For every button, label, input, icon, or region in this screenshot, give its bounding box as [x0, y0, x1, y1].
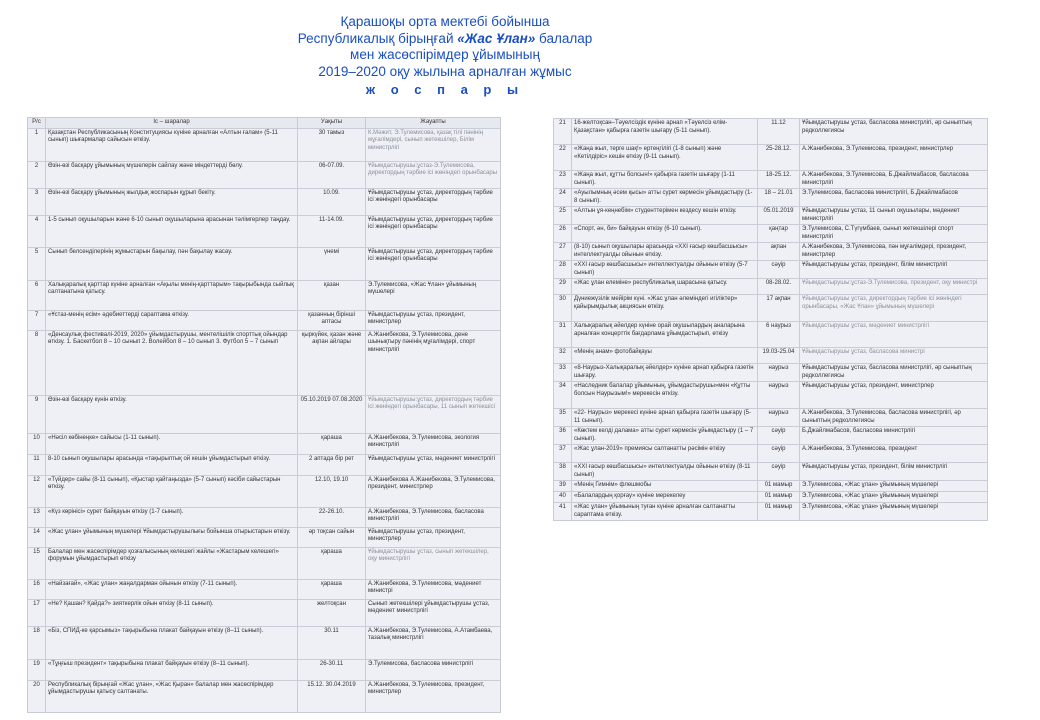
table-row [554, 295, 988, 322]
row-time: 15.12. 30.04.2019 [298, 680, 366, 712]
row-event: Өзін-өзі басқару ұйымының мүшелерін сайлау және міндеттерді бөлу. [46, 161, 298, 188]
title-line-2-end: балалар [535, 30, 593, 46]
row-responsible: Ұйымдастырушы ұстаз, сынып жетекшілер, оқу министрлігі [366, 547, 501, 579]
table-row [554, 492, 988, 503]
row-responsible: Ұйымдастырушы ұстаз, директордың тәрбие ісі жөніндегі орынбасары [366, 188, 501, 215]
row-responsible: Э.Тулемисова, «Жас ұлан» ұйымының мүшелері [800, 492, 988, 503]
row-responsible: Ұйымдастырушы ұстаз, президент, министрлер [366, 310, 501, 330]
table-row [28, 247, 501, 280]
table-row [554, 225, 988, 243]
row-event: Дүниежүзілік мейірім күні. «Жас ұлан әлеміндегі игіліктер» қайырымдылық акциясын өткізу. [572, 295, 758, 322]
row-number: 32 [554, 348, 572, 364]
row-event: «Спорт, ән, би» байқауын өткізу (6-10 сынып). [572, 225, 758, 243]
row-event: «Жаңа жыл, құтты болсын!» қабырға газетін шығару (1-11 сынып). [572, 171, 758, 189]
row-number: 8 [28, 330, 46, 395]
row-number: 25 [554, 207, 572, 225]
row-event: «Алтын ұя-кеңнебім» студенттерімен кездесу кешін өткізу. [572, 207, 758, 225]
row-time: 01 мамыр [758, 503, 800, 521]
row-responsible: Ұйымдастырушы ұстаз, басласова министрлігі, әр сыныптың редколлегиясы [800, 119, 988, 145]
row-responsible: Ұйымдастырушы:ұстаз-Э.Тулемисова, директордың тәрбие ісі жөніндегі орынбасары [366, 161, 501, 188]
table-row [554, 145, 988, 171]
row-time: 2 аптада бір рет [298, 454, 366, 475]
row-event: «Жас ұлан» ұйымының туған күніне арналған салтанатты сараптама өткізу. [572, 503, 758, 521]
row-time: 22-26.10. [298, 507, 366, 527]
row-time: 01 мамыр [758, 481, 800, 492]
title-line-4: 2019–2020 оқу жылына арналған жұмыс [318, 63, 572, 79]
document-title [270, 14, 620, 97]
row-event: «Не? Қашан? Қайда?» зияткерлік ойын өткізу (8-11 сынып). [46, 599, 298, 626]
row-responsible: Э.Тулемисова, басласова министрлігі [366, 659, 501, 680]
row-responsible: Э.Тулемисова, С.Түгүмбаев, сынып жетекшілері спорт министрлігі [800, 225, 988, 243]
row-responsible: Б.Джайлмабасов, басласова министрлігі [800, 427, 988, 445]
plan-table-left-body [28, 128, 501, 712]
row-event: «Жаңа жыл, терге шақ!» ертеңгілігі (1-8 сынып) және «Кетілдіріс» кешін өткізу (9-11 сынып). [572, 145, 758, 171]
row-time: наурыз [758, 382, 800, 409]
row-responsible: А.Жанибекова, Э.Тулемисова, президент, министрлер [366, 680, 501, 712]
table-row [28, 659, 501, 680]
row-event: «22- Наурыз» мерекесі күніне арнап қабырға газетін шығару (5-11 сынып). [572, 409, 758, 427]
row-event: «Нәсіл көбінеңке» сайысы (1-11 сынып). [46, 433, 298, 454]
row-time: наурыз [758, 409, 800, 427]
row-responsible: А.Жанибекова, Э.Тулемисова, дене шынықтыру пәнінің мұғалімдері, спорт министрлігі [366, 330, 501, 395]
plan-table-left [27, 117, 501, 713]
table-row [28, 161, 501, 188]
row-time: 05.01.2019 [758, 207, 800, 225]
table-row [28, 599, 501, 626]
table-row [28, 330, 501, 395]
row-event: 8-10 сынып оқушылары арасында «тақырыптық ой кешін ұйымдастырып өткізу. [46, 454, 298, 475]
row-number: 22 [554, 145, 572, 171]
row-number: 21 [554, 119, 572, 145]
row-responsible: А.Жанибекова, Э.Тулемисова, экология министрлігі [366, 433, 501, 454]
row-event: Сынып белсенділерінің жұмыстарын бақылау, пән бақылау жасау. [46, 247, 298, 280]
row-number: 24 [554, 189, 572, 207]
table-row [554, 463, 988, 481]
row-event: «Жас ұлан» ұйымының мүшелері Ұйымдастырушылығы бойынша отырыстарын өткізу. [46, 527, 298, 547]
row-number: 15 [28, 547, 46, 579]
row-responsible: Ұйымдастырушы ұстаз, директордың тәрбие ісі жөніндегі орынбасары, «Жас Ұлан» ұйымының мүшелері [800, 295, 988, 322]
table-row [554, 243, 988, 261]
row-event: «Күз көрінісі» сурет байқауын өткізу (1-7 сынып). [46, 507, 298, 527]
row-responsible: Ұйымдастырушы ұстаз, 11 сынып оқушылары, мәдениет министрлігі [800, 207, 988, 225]
row-responsible: Ұйымдастырушы ұстаз, президент, министрлер [366, 527, 501, 547]
row-event: 1-5 сынып оқушыларын және 6-10 сынып оқушыларына арасынан тәлімгерлер таңдау. [46, 215, 298, 247]
row-responsible: Э.Тулемисова, «Жас ұлан» ұйымының мүшелері [800, 503, 988, 521]
row-number: 30 [554, 295, 572, 322]
row-number: 11 [28, 454, 46, 475]
row-time: 01 мамыр [758, 492, 800, 503]
row-number: 35 [554, 409, 572, 427]
row-number: 40 [554, 492, 572, 503]
row-time: 26-30.11 [298, 659, 366, 680]
row-responsible: Ұйымдастырушы ұстаз, президент, министрлер [800, 382, 988, 409]
row-responsible: А.Жанибекова А.Жанибекова, Э.Тулемисова, президент, министрлер [366, 475, 501, 507]
row-time: 11-14.09. [298, 215, 366, 247]
row-responsible: А.Жанибекова, Э.Тулемисова, басласова министрлігі [366, 507, 501, 527]
row-responsible: Ұйымдастырушы ұстаз, мәдениет министрлігі [800, 322, 988, 348]
row-number: 4 [28, 215, 46, 247]
row-time: 25-28.12. [758, 145, 800, 171]
row-event: «Ауылымның әсем қысы» атты сурет көрмесін ұйымдастыру (1-8 сынып). [572, 189, 758, 207]
row-event: Халықаралық қарттар күніне арналған «Ақылы менің-қарттарым» тақырыбында сыйлық салтанатына қатысу. [46, 280, 298, 310]
row-number: 20 [28, 680, 46, 712]
row-responsible: А.Жанибекова, Э.Тулемисова, президент [800, 445, 988, 463]
header-time: Уақыты [298, 118, 366, 129]
row-responsible: Ұйымдастырушы ұстаз, президент, білім министрлігі [800, 463, 988, 481]
row-responsible: Ұйымдастырушы ұстаз, президент, білім министрлігі [800, 261, 988, 279]
row-number: 17 [28, 599, 46, 626]
row-event: «Ұстаз-менің есім» әдебиеттерді сараптама өткізу. [46, 310, 298, 330]
row-time: сәуір [758, 261, 800, 279]
header-responsible: Жауапты [366, 118, 501, 129]
plan-table-right [553, 118, 988, 521]
row-responsible: Э.Тулемисова, «Жас ұлан» ұйымының мүшелері [800, 481, 988, 492]
row-time: 17 ақпан [758, 295, 800, 322]
row-time: әр тоқсан сайын [298, 527, 366, 547]
row-number: 37 [554, 445, 572, 463]
row-event: Республикалық бірыңғай «Жас ұлан», «Жас Қыран» балалар мен жасөспірімдер ұйымдастырушы қатысу салтанаты. [46, 680, 298, 712]
row-event: «Көктем келді далама» атты сурет көрмесін ұйымдастыру (1 – 7 сынып). [572, 427, 758, 445]
table-row [554, 364, 988, 382]
row-number: 29 [554, 279, 572, 295]
row-event: «Денсаулық фестивалі-2019, 2020» ұйымдастырушы, ментелішілік спорттық ойындар өткізу. 1. Баскетбол 8 – 10 сынып 2. Волейбол 8 – 10 сынып 3. Футбол 5 – 7 сынып [46, 330, 298, 395]
row-number: 10 [28, 433, 46, 454]
row-time: қаңтар [758, 225, 800, 243]
row-time: 12.10, 19.10 [298, 475, 366, 507]
table-row [28, 527, 501, 547]
row-time: 18-25.12. [758, 171, 800, 189]
row-event: Өзін-өзі басқару күнін өткізу. [46, 395, 298, 433]
row-number: 27 [554, 243, 572, 261]
row-time: сәуір [758, 427, 800, 445]
row-number: 1 [28, 128, 46, 161]
row-time: 19.03-25.04 [758, 348, 800, 364]
table-row [554, 445, 988, 463]
header-events: Іс – шаралар [46, 118, 298, 129]
row-event: «Түйдер» сайы (8-11 сынып), «Қыстар қайтаңызда» (5-7 сынып) кәсіби сайыстарын өткізу. [46, 475, 298, 507]
row-event: Балалар мен жасөспірімдер қозғалысының келешегі жайлы «Жастарым келешегі» форумын ұйымдастырып өткізу [46, 547, 298, 579]
row-number: 5 [28, 247, 46, 280]
document-subtitle: ж о с п а р ы [365, 82, 525, 97]
table-row [554, 171, 988, 189]
row-time: 06-07.09. [298, 161, 366, 188]
row-responsible: Э.Тулемисова, басласова министрлігі, Б.Джайлмабасов [800, 189, 988, 207]
row-time: қазан [298, 280, 366, 310]
row-responsible: Э.Тулемисова, «Жас Ұлан» ұйымының мүшелері [366, 280, 501, 310]
table-row [554, 481, 988, 492]
row-time: қараша [298, 433, 366, 454]
row-event: «Наследник балалар ұйымының, ұйымдастырушы»мен «Құтты болсын Наурызым!» мерекесін өткізу. [572, 382, 758, 409]
table-row [28, 507, 501, 527]
table-row [554, 322, 988, 348]
table-row [554, 189, 988, 207]
row-number: 16 [28, 579, 46, 599]
row-responsible: Ұйымдастырушы:ұстаз-Э.Тулемисова, президент, оқу министрі [800, 279, 988, 295]
table-row [28, 626, 501, 659]
row-responsible: А.Жанибекова, Э.Тулемисова, пән мұғалімдері, президент, министрлер [800, 243, 988, 261]
row-number: 12 [28, 475, 46, 507]
row-time: 11.12 [758, 119, 800, 145]
plan-table-right-body [554, 119, 988, 521]
row-time: 18 – 21.01 [758, 189, 800, 207]
row-event: «Менің анам» фотобайқауы [572, 348, 758, 364]
row-event: «8-Наурыз-Халықаралық әйелдер» күніне арнап қабырға газетін шығару. [572, 364, 758, 382]
row-time: қараша [298, 579, 366, 599]
title-line-2 [270, 31, 620, 48]
row-responsible: А.Жанибекова, Э.Тулемисова, А.Атамбаева, тазалық министрлігі [366, 626, 501, 659]
table-row [554, 207, 988, 225]
table-row [554, 382, 988, 409]
row-number: 9 [28, 395, 46, 433]
row-time: қыркүйек, қазан және ақпан айлары [298, 330, 366, 395]
row-time: 30.11 [298, 626, 366, 659]
row-event: «Менің Гимнім» флешмобы [572, 481, 758, 492]
row-time: ақпан [758, 243, 800, 261]
table-header-row [28, 118, 501, 129]
row-number: 23 [554, 171, 572, 189]
row-responsible: Ұйымдастырушы ұстаз, басласова министрлігі, әр сыныптың редколлегиясы [800, 364, 988, 382]
row-responsible: А.Жанибекова, Э.Тулемисова, басласова министрлігі, әр сыныптың редколлегиясы [800, 409, 988, 427]
row-time: желтоқсан [298, 599, 366, 626]
row-responsible: Ұйымдастырушы ұстаз, мәдениет министрлігі [366, 454, 501, 475]
row-time: үнемі [298, 247, 366, 280]
row-time: 05.10.2019 07.08.2020 [298, 395, 366, 433]
row-number: 34 [554, 382, 572, 409]
row-number: 28 [554, 261, 572, 279]
row-time: сәуір [758, 445, 800, 463]
table-row [28, 280, 501, 310]
row-event: «Найзағай», «Жас ұлан» жаңалдарман ойынын өткізу (7-11 сынып). [46, 579, 298, 599]
row-event: «XXI ғасыр көшбасшысы» интеллектуалды ойынын өткізу (8-11 сынып) [572, 463, 758, 481]
row-number: 39 [554, 481, 572, 492]
row-number: 41 [554, 503, 572, 521]
row-time: наурыз [758, 364, 800, 382]
table-row [554, 348, 988, 364]
row-event: «Тұңғыш президент» тақырыбына плакат байқауын өткізу (8–11 сынып). [46, 659, 298, 680]
table-row [28, 433, 501, 454]
title-line-1: Қарашоқы орта мектебі бойынша [340, 14, 550, 29]
table-row [554, 261, 988, 279]
table-row [28, 680, 501, 712]
row-number: 2 [28, 161, 46, 188]
table-row [28, 547, 501, 579]
table-row [28, 454, 501, 475]
row-number: 19 [28, 659, 46, 680]
row-responsible: А.Жанибекова, Э.Тулемисова, мәдениет министрі [366, 579, 501, 599]
table-row [554, 409, 988, 427]
row-event: «Біз, СПИД-ке қарсымыз» тақырыбына плакат байқауын өткізу (8–11 сынып). [46, 626, 298, 659]
table-row [28, 188, 501, 215]
row-event: Қазақстан Республикасының Конституциясы күніне арналған «Алтын ғалам» (5-11 сынып) шығармалар сайысын өткізу. [46, 128, 298, 161]
row-responsible: А.Жанибекова, Э.Тулемисова, Б.Джайлмабасов, басласова министрлігі [800, 171, 988, 189]
table-row [554, 503, 988, 521]
row-responsible: Ұйымдастырушы ұстаз, директордың тәрбие ісі жөніндегі орынбасары [366, 247, 501, 280]
row-number: 6 [28, 280, 46, 310]
row-event: (8-10) сынып оқушылары арасында «XXI ғасыр көшбасшысы» интеллектуалды ойынын өткізу. [572, 243, 758, 261]
row-event: Өзін-өзі басқару ұйымының жылдық жоспарын құрып бекіту. [46, 188, 298, 215]
row-time: сәуір [758, 463, 800, 481]
row-responsible: К.Мәжит, Э.Тулемисова, қазақ тілі пәнінің мұғалімдері, сынып жетекшілер, Білім министрлігі [366, 128, 501, 161]
row-event: Халықаралық әйелдер күніне орай оқушылардың аналарына арналған концерттік бағдарлама ұйымдастырып, өткізу [572, 322, 758, 348]
row-responsible: Ұйымдастырушы ұстаз, директордың тәрбие ісі жөніндегі орынбасары [366, 215, 501, 247]
row-number: 33 [554, 364, 572, 382]
row-time: 08-28.02. [758, 279, 800, 295]
header-number: Р/с [28, 118, 46, 129]
row-event: «Балалардың қорғау» күніне мерекелеу [572, 492, 758, 503]
table-row [28, 310, 501, 330]
row-number: 3 [28, 188, 46, 215]
table-row [28, 395, 501, 433]
row-time: қараша [298, 547, 366, 579]
row-responsible: Сынып жетекшілері ұйымдастырушы ұстаз, мәдениет министрлігі [366, 599, 501, 626]
table-row [28, 128, 501, 161]
row-responsible: Ұйымдастырушы:ұстаз, директордың тәрбие ісі жөніндегі орынбасары, 11 сынып жетекшісі [366, 395, 501, 433]
table-row [28, 579, 501, 599]
table-row [554, 119, 988, 145]
table-row [554, 427, 988, 445]
table-row [28, 215, 501, 247]
row-event: 16-желтоқсан–Тәуелсіздік күніне арнап «Тәуелсіз елім-Қазақстан» қабырға газетін шығару (5-11 сынып). [572, 119, 758, 145]
row-time: 10.09. [298, 188, 366, 215]
row-time: қазанның бірінші аптасы [298, 310, 366, 330]
row-event: «Жас ұлан-2019» премиясы салтанатты рәсімін өткізу [572, 445, 758, 463]
title-organization-name: «Жас Ұлан» [457, 30, 536, 46]
row-number: 7 [28, 310, 46, 330]
row-event: «Жас ұлан елеміне» республикалық шарасына қатысу. [572, 279, 758, 295]
row-number: 18 [28, 626, 46, 659]
row-time: 6 наурыз [758, 322, 800, 348]
title-line-2-start: Республикалық бірыңғай [297, 30, 458, 46]
row-number: 36 [554, 427, 572, 445]
row-time: 30 тамыз [298, 128, 366, 161]
table-row [554, 279, 988, 295]
row-number: 38 [554, 463, 572, 481]
row-responsible: А.Жанибекова, Э.Тулемисова, президент, министрлер [800, 145, 988, 171]
row-responsible: Ұйымдастырушы ұстаз, басласова министрі [800, 348, 988, 364]
row-number: 31 [554, 322, 572, 348]
row-number: 26 [554, 225, 572, 243]
row-number: 14 [28, 527, 46, 547]
table-row [28, 475, 501, 507]
title-line-3: мен жасөспірімдер ұйымының [350, 47, 540, 62]
row-event: «XXI ғасыр көшбасшысы» интеллектуалды ойынын өткізу (5-7 сынып) [572, 261, 758, 279]
row-number: 13 [28, 507, 46, 527]
